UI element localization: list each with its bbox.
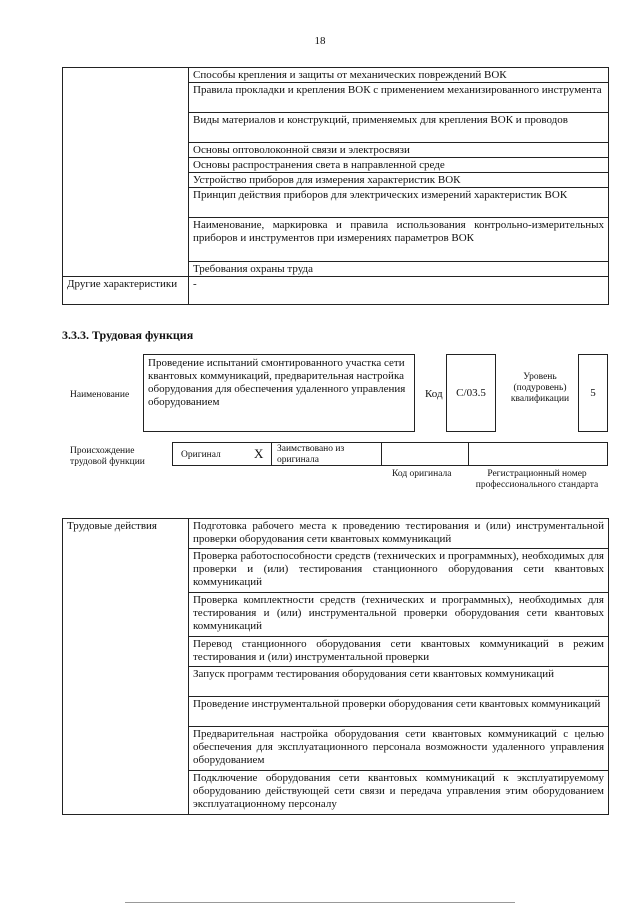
level-box [578, 354, 608, 432]
action-item: Запуск программ тестирования оборудования сети квантовых коммуникаций [189, 667, 609, 697]
action-item: Проведение инструментальной проверки оборудования сети квантовых коммуникаций [189, 697, 609, 727]
page-number: 18 [314, 35, 326, 47]
knowledge-item: Способы крепления и защиты от механических повреждений ВОК [189, 68, 609, 83]
action-item: Перевод станционного оборудования сети квантовых коммуникаций в режим тестирования и (или) инструментальной проверки [189, 637, 609, 667]
actions-table [62, 518, 609, 815]
other-characteristics-label: Другие характеристики [63, 277, 189, 305]
action-item: Предварительная настройка оборудования сети квантовых коммуникаций с целью обеспечения для эксплуатационного персонала возможности удаленного управления оборудованием [189, 727, 609, 771]
knowledge-item: Устройство приборов для измерения характеристик ВОК [189, 173, 609, 188]
function-name-box [143, 354, 415, 432]
section-title: 3.3.3. Трудовая функция [62, 328, 194, 342]
knowledge-table [62, 67, 609, 305]
knowledge-item: Основы оптоволоконной связи и электросвязи [189, 143, 609, 158]
divider [381, 442, 382, 466]
knowledge-label-cell [63, 68, 189, 277]
actions-label: Трудовые действия [63, 519, 189, 815]
code-original-caption: Код оригинала [392, 469, 452, 479]
page-bottom-line [125, 902, 515, 903]
action-item: Подготовка рабочего места к проведению тестирования и (или) инструментальной проверки оборудования сети квантовых коммуникаций [189, 519, 609, 549]
action-item: Проверка комплектности средств (технических и программных), необходимых для тестирования и (или) инструментальной проверки оборудования сети квантовых коммуникаций [189, 593, 609, 637]
knowledge-item: Виды материалов и конструкций, применяемых для крепления ВОК и проводов [189, 113, 609, 143]
name-label: Наименование [70, 390, 130, 400]
action-item: Проверка работоспособности средств (технических и программных), необходимых для проверки и (или) тестирования станционного оборудования сети квантовых коммуникаций [189, 549, 609, 593]
origin-box [172, 442, 608, 466]
divider [271, 442, 272, 466]
divider [468, 442, 469, 466]
code-box [446, 354, 496, 432]
function-code: C/03.5 [456, 387, 486, 399]
qualification-level: 5 [590, 387, 596, 399]
level-label: Уровень (подуровень) квалификации [510, 372, 570, 404]
knowledge-item: Наименование, маркировка и правила использования контрольно-измерительных приборов и инструментов при измерениях параметров ВОК [189, 218, 609, 262]
reg-number-caption: Регистрационный номер профессионального стандарта [475, 469, 599, 490]
knowledge-item: Основы распространения света в направленной среде [189, 158, 609, 173]
code-label: Код [425, 388, 443, 400]
knowledge-item: Принцип действия приборов для электрических измерений характеристик ВОК [189, 188, 609, 218]
original-mark: X [254, 446, 264, 461]
knowledge-item: Требования охраны труда [189, 262, 609, 277]
other-characteristics-value: - [189, 277, 609, 305]
knowledge-item: Правила прокладки и крепления ВОК с применением механизированного инструмента [189, 83, 609, 113]
function-name: Проведение испытаний смонтированного участка сети квантовых коммуникаций, предварительная настройка оборудования для обеспечения удаленного управления оборудованием [148, 357, 406, 408]
original-label: Оригинал [181, 450, 221, 460]
action-item: Подключение оборудования сети квантовых коммуникаций к эксплуатируемому оборудованию действующей сети связи и передача управления этим оборудованием эксплуатационному персоналу [189, 771, 609, 815]
borrowed-label: Заимствовано из оригинала [277, 444, 345, 465]
origin-label: Происхождение трудовой функции [70, 446, 145, 467]
